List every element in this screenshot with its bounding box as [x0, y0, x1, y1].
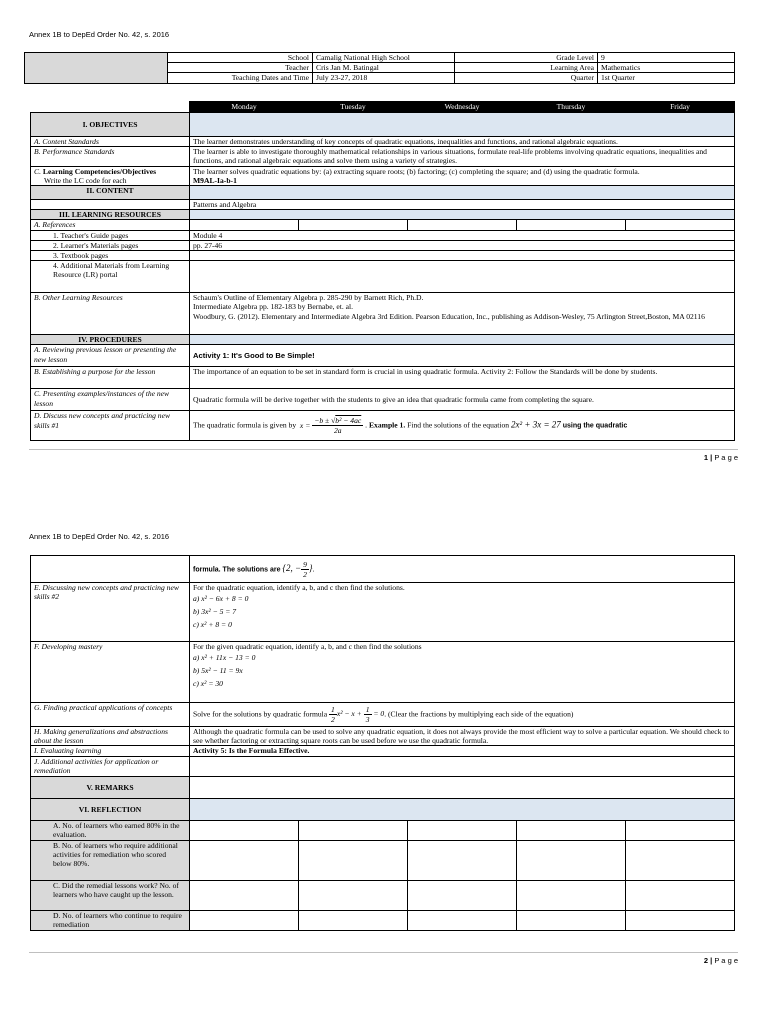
proc-e-label: E. Discussing new concepts and practicing new skills #2	[31, 583, 190, 642]
quarter-label: Quarter	[455, 73, 598, 83]
tg-label: 1. Teacher's Guide pages	[31, 230, 190, 240]
reflection-d: D. No. of learners who continue to require remediation	[31, 910, 190, 930]
page-1	[0, 0, 768, 470]
day-thursday: Thursday	[517, 102, 626, 113]
school-label: School	[168, 53, 313, 63]
content-standards: The learner demonstrates understanding of key concepts of quadratic equations, inequalities and functions, and rational algebraic equations.	[190, 137, 735, 147]
day-tuesday: Tuesday	[299, 102, 408, 113]
performance-standards: The learner is able to investigate thoroughly mathematical relationships in various situations, formulate real-life problems involving quadratic equations, inequalities and functions, and rational algebraic equations and solve them using a variety of strategies.	[190, 147, 735, 166]
proc-g-label: G. Finding practical applications of concepts	[31, 703, 190, 727]
remarks-title: V. REMARKS	[31, 776, 190, 798]
dates-value: July 23-27, 2018	[313, 73, 455, 83]
proc-a: Activity 1: It's Good to Be Simple!	[190, 345, 735, 367]
competency: The learner solves quadratic equations by: (a) extracting square roots; (b) factoring; (c) completing the square; and (d) using the quadratic formula. M9AL-Ia-b-1	[190, 166, 735, 185]
proc-d: The quadratic formula is given by x = $\frac{\text{−b ± √b² − 4ac}}{2a}$ . Example 1. Find the solutions of the equation 2x² + 3x = 27 using the quadratic	[190, 411, 735, 441]
content-standards-label: A. Content Standards	[31, 137, 190, 147]
school-value: Camalig National High School	[313, 53, 455, 63]
tg-value: Module 4	[190, 230, 735, 240]
teacher-value: Cris Jan M. Batingal	[313, 63, 455, 73]
grade-label: Grade Level	[455, 53, 598, 63]
proc-b: The importance of an equation to be set in standard form is crucial in using quadratic formula. Activity 2: Follow the Standards will be done by students.	[190, 367, 735, 389]
proc-f-label: F. Developing mastery	[31, 642, 190, 703]
proc-g: Solve for the solutions by quadratic formula $\frac{1}{2}$ x² − x + $\frac{1}{3}$ = 0. (Clear the fractions by multiplying each side of the equation)	[190, 703, 735, 727]
teacher-label: Teacher	[168, 63, 313, 73]
proc-d-continued: formula. The solutions are {2, − $\frac{9}{2}$ }.	[190, 556, 735, 583]
proc-j-label: J. Additional activities for application or remediation	[31, 756, 190, 776]
header-blank	[25, 53, 168, 84]
other-resources: Schaum's Outline of Elementary Algebra p. 285-290 by Barnett Rich, Ph.D. Intermediate Algebra pp. 182-183 by Bernabe, et. al. Woodbury, G. (2012). Elementary and Intermediate Algebra 3rd Edition. Pearson Education, Inc., publishing as Addison-Wesley, 75 Arlington Street,Boston, MA 02116	[190, 293, 735, 335]
footer-page-2: 2 | P a g e	[29, 952, 738, 965]
procedures-title: IV. PROCEDURES	[31, 335, 190, 345]
proc-a-label: A. Reviewing previous lesson or presenting the new lesson	[31, 345, 190, 367]
other-resources-label: B. Other Learning Resources	[31, 293, 190, 335]
proc-d-label: D. Discuss new concepts and practicing new skills #1	[31, 411, 190, 441]
lm-label: 2. Learner's Materials pages	[31, 240, 190, 250]
annex-label-2: Annex 1B to DepEd Order No. 42, s. 2016	[29, 532, 170, 541]
fraction-equation: $\frac{1}{2}$ x² − x + $\frac{1}{3}$ = 0	[331, 705, 385, 724]
quarter-value: 1st Quarter	[598, 73, 735, 83]
reflection-b: B. No. of learners who require additional activities for remediation who scored below 80%.	[31, 840, 190, 880]
content-title: II. CONTENT	[31, 186, 190, 200]
competency-label: C. Learning Competencies/Objectives Write the LC code for each	[31, 166, 190, 185]
area-value: Mathematics	[598, 63, 735, 73]
proc-i: Activity 5: Is the Formula Effective.	[190, 746, 735, 756]
performance-standards-label: B. Performance Standards	[31, 147, 190, 166]
annex-label: Annex 1B to DepEd Order No. 42, s. 2016	[29, 30, 170, 39]
additional-materials-label: 4. Additional Materials from Learning Resource (LR) portal	[31, 261, 190, 293]
dates-label: Teaching Dates and Time	[168, 73, 313, 83]
header-table	[24, 52, 735, 84]
proc-h-label: H. Making generalizations and abstractions about the lesson	[31, 727, 190, 746]
proc-f: For the given quadratic equation, identify a, b, and c then find the solutions a) x² + 11x − 13 = 0 b) 5x² − 11 = 9x c) x² = 30	[190, 642, 735, 703]
reflection-title: VI. REFLECTION	[31, 798, 190, 820]
proc-i-label: I. Evaluating learning	[31, 746, 190, 756]
proc-b-label: B. Establishing a purpose for the lesson	[31, 367, 190, 389]
footer-page-1: 1 | P a g e	[29, 449, 738, 462]
day-wednesday: Wednesday	[408, 102, 517, 113]
day-monday: Monday	[190, 102, 299, 113]
proc-c: Quadratic formula will be derive together with the students to give an idea that quadratic formula came from completing the square.	[190, 389, 735, 411]
quadratic-formula: x = $\frac{\text{−b ± √b² − 4ac}}{2a}$	[298, 416, 362, 436]
reflection-a: A. No. of learners who earned 80% in the evaluation.	[31, 820, 190, 840]
textbook-label: 3. Textbook pages	[31, 251, 190, 261]
main-table	[30, 101, 735, 441]
reflection-c: C. Did the remedial lessons work? No. of learners who have caught up the lesson.	[31, 880, 190, 910]
main-table-2	[30, 555, 735, 931]
proc-h: Although the quadratic formula can be used to solve any quadratic equation, it does not always provide the most efficient way to solve a particular equation. We should check to see whether factoring or extracting square roots can be used before we use the quadratic formula.	[190, 727, 735, 746]
lm-value: pp. 27-46	[190, 240, 735, 250]
content-text: Patterns and Algebra	[190, 200, 735, 210]
competency-code: M9AL-Ia-b-1	[193, 175, 237, 185]
solutions-set: {2, − $\frac{9}{2}$ }	[282, 559, 313, 579]
area-label: Learning Area	[455, 63, 598, 73]
resources-title: III. LEARNING RESOURCES	[31, 210, 190, 220]
objectives-title: I. OBJECTIVES	[31, 113, 190, 137]
proc-c-label: C. Presenting examples/instances of the new lesson	[31, 389, 190, 411]
day-friday: Friday	[626, 102, 735, 113]
proc-e: For the quadratic equation, identify a, b, and c then find the solutions. a) x² − 6x + 8 = 0 b) 3x² − 5 = 7 c) x² + 8 = 0	[190, 583, 735, 642]
references-label: A. References	[31, 220, 190, 230]
grade-value: 9	[598, 53, 735, 63]
